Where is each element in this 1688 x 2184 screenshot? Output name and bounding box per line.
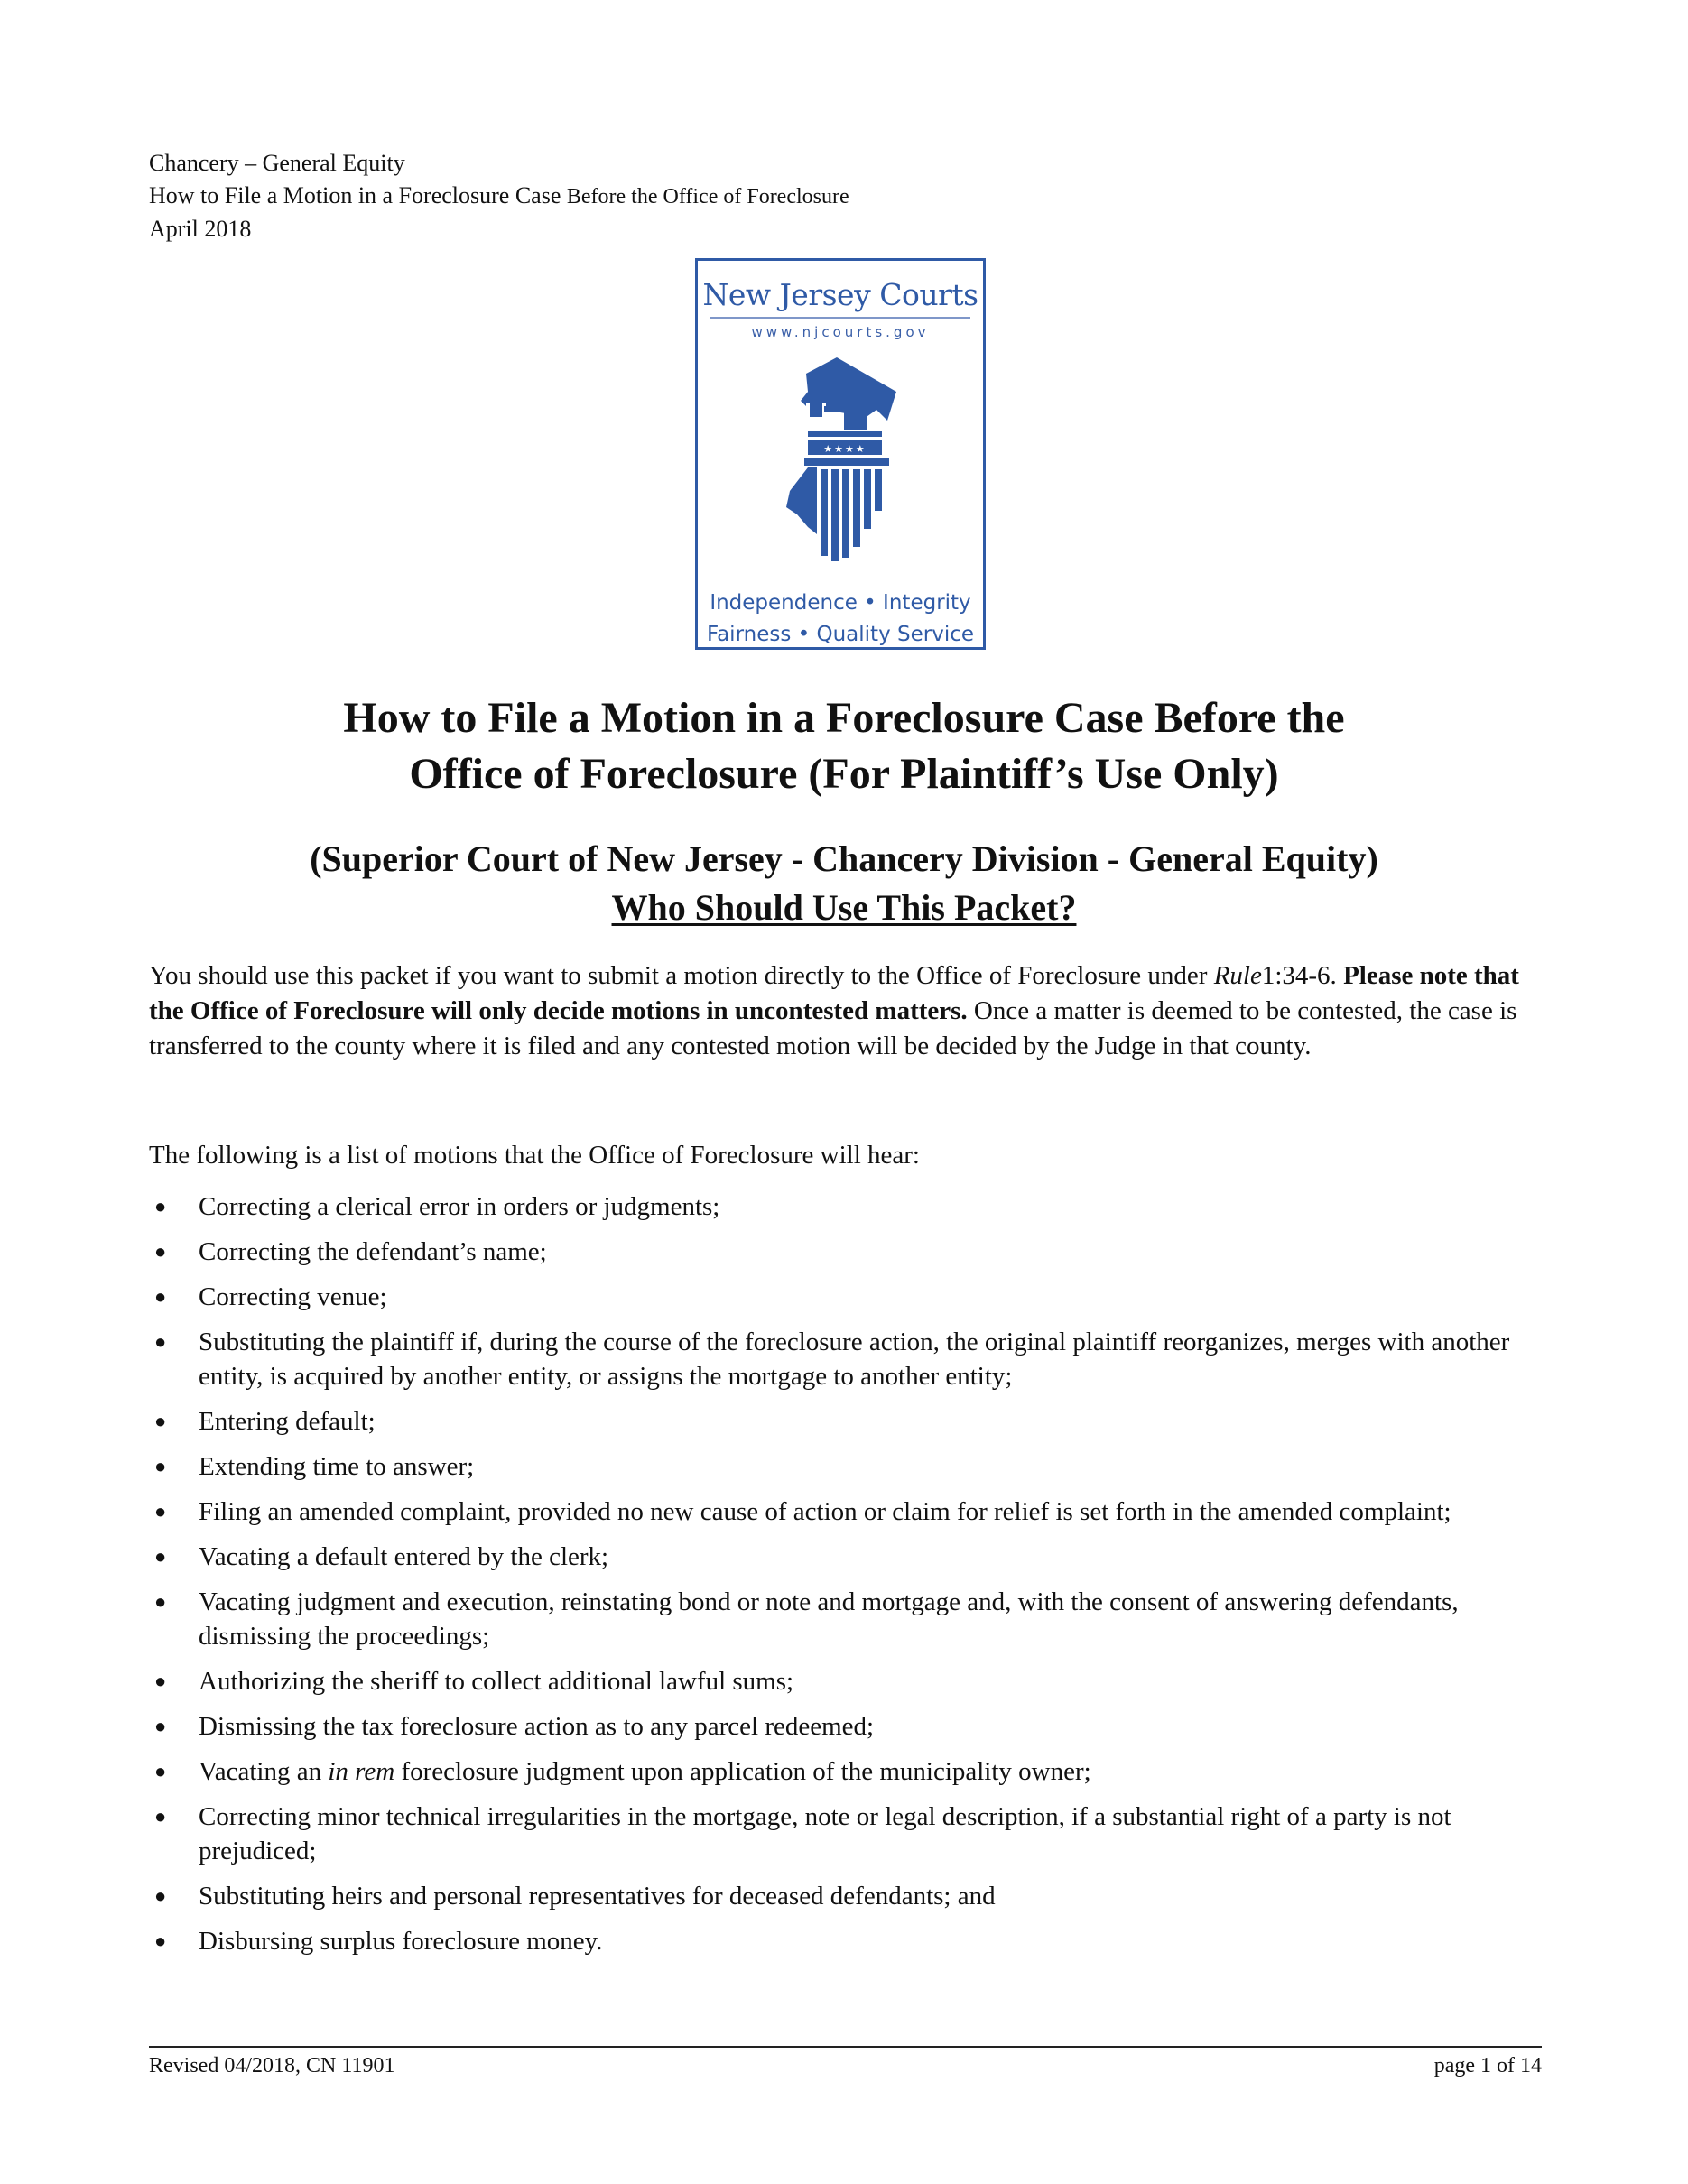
bullet-icon: ●: [154, 1410, 167, 1432]
list-item: ● Extending time to answer;: [149, 1449, 1557, 1484]
bullet-icon: ●: [154, 1240, 167, 1263]
footer-divider: [149, 2046, 1542, 2048]
list-item: ● Correcting minor technical irregularities in the mortgage, note or legal description, if a substantial right of a party is not prejudiced;: [149, 1800, 1557, 1868]
list-item: ● Entering default;: [149, 1404, 1557, 1439]
bullet-icon: ●: [154, 1500, 167, 1522]
list-item: ● Vacating a default entered by the clerk;: [149, 1540, 1557, 1574]
page-number: page 1 of 14: [1433, 2054, 1542, 2078]
page-title: How to File a Motion in a Foreclosure Case Before the Office of Foreclosure (For Plaintiff’s Use Only): [343, 694, 1345, 798]
nj-courts-logo: [695, 258, 986, 650]
bullet-icon: ●: [154, 1930, 167, 1952]
list-item: ● Vacating an in rem foreclosure judgment upon application of the municipality owner;: [149, 1754, 1557, 1789]
bullet-icon: ●: [154, 1285, 167, 1308]
header-division: Chancery – General Equity: [149, 150, 405, 176]
intro-paragraph: You should use this packet if you want to submit a motion directly to the Office of Foreclosure under Rule1:34-6. Please note that the Office of Foreclosure will only decide motions in uncontested matters. Once a matter is deemed to be contested, the case is transferred to the county where it is filed and any contested motion will be decided by the Judge in that county.: [149, 961, 1519, 1060]
motions-list: [149, 1189, 1557, 1969]
bullet-icon: ●: [154, 1330, 167, 1353]
bullet-icon: ●: [154, 1715, 167, 1737]
motions-list-intro: The following is a list of motions that the Office of Foreclosure will hear:: [149, 1141, 920, 1170]
bullet-icon: ●: [154, 1195, 167, 1217]
bullet-icon: ●: [154, 1670, 167, 1692]
bullet-icon: ●: [154, 1884, 167, 1907]
list-item: ● Correcting a clerical error in orders or judgments;: [149, 1189, 1557, 1224]
list-item: ● Dismissing the tax foreclosure action as to any parcel redeemed;: [149, 1709, 1557, 1744]
list-item: ● Substituting heirs and personal representatives for deceased defendants; and: [149, 1879, 1557, 1913]
bullet-icon: ●: [154, 1590, 167, 1613]
bullet-icon: ●: [154, 1805, 167, 1828]
list-item: ● Authorizing the sheriff to collect additional lawful sums;: [149, 1664, 1557, 1698]
list-item: ● Vacating judgment and execution, reinstating bond or note and mortgage and, with the consent of answering defendants, dismissing the proceedings;: [149, 1585, 1557, 1653]
uncontested-note: Please note that the Office of Foreclosure will only decide motions in uncontested matters.: [149, 961, 1519, 1025]
list-item: ● Correcting the defendant’s name;: [149, 1235, 1557, 1269]
svg-text:★★★★: ★★★★: [823, 443, 867, 455]
list-item: ● Correcting venue;: [149, 1280, 1557, 1314]
revision-info: Revised 04/2018, CN 11901: [149, 2054, 395, 2078]
bullet-icon: ●: [154, 1455, 167, 1477]
document-header: [149, 147, 849, 245]
list-item: ● Disbursing surplus foreclosure money.: [149, 1924, 1557, 1958]
section-heading: Who Should Use This Packet?: [611, 887, 1077, 928]
list-item: ● Substituting the plaintiff if, during the course of the foreclosure action, the original plaintiff reorganizes, merges with another entity, is acquired by another entity, or assigns the mortgage to another entity;: [149, 1325, 1557, 1393]
logo-title: New Jersey Courts: [702, 277, 978, 312]
nj-state-column-emblem-icon: [781, 356, 907, 563]
header-date: April 2018: [149, 216, 252, 242]
page-subtitle: [162, 835, 1526, 932]
court-division: (Superior Court of New Jersey - Chancery Division - General Equity): [310, 838, 1378, 879]
bullet-icon: ●: [154, 1545, 167, 1568]
logo-divider: [710, 317, 970, 319]
rule-reference: Rule: [1213, 961, 1262, 990]
bullet-icon: ●: [154, 1760, 167, 1782]
logo-url: www.njcourts.gov: [751, 324, 930, 340]
header-document-title: How to File a Motion in a Foreclosure Case Before the Office of Foreclosure: [149, 182, 849, 208]
list-item: ● Filing an amended complaint, provided no new cause of action or claim for relief is set forth in the amended complaint;: [149, 1495, 1557, 1529]
logo-motto: Independence • Integrity Fairness • Quality Service: [706, 591, 975, 646]
